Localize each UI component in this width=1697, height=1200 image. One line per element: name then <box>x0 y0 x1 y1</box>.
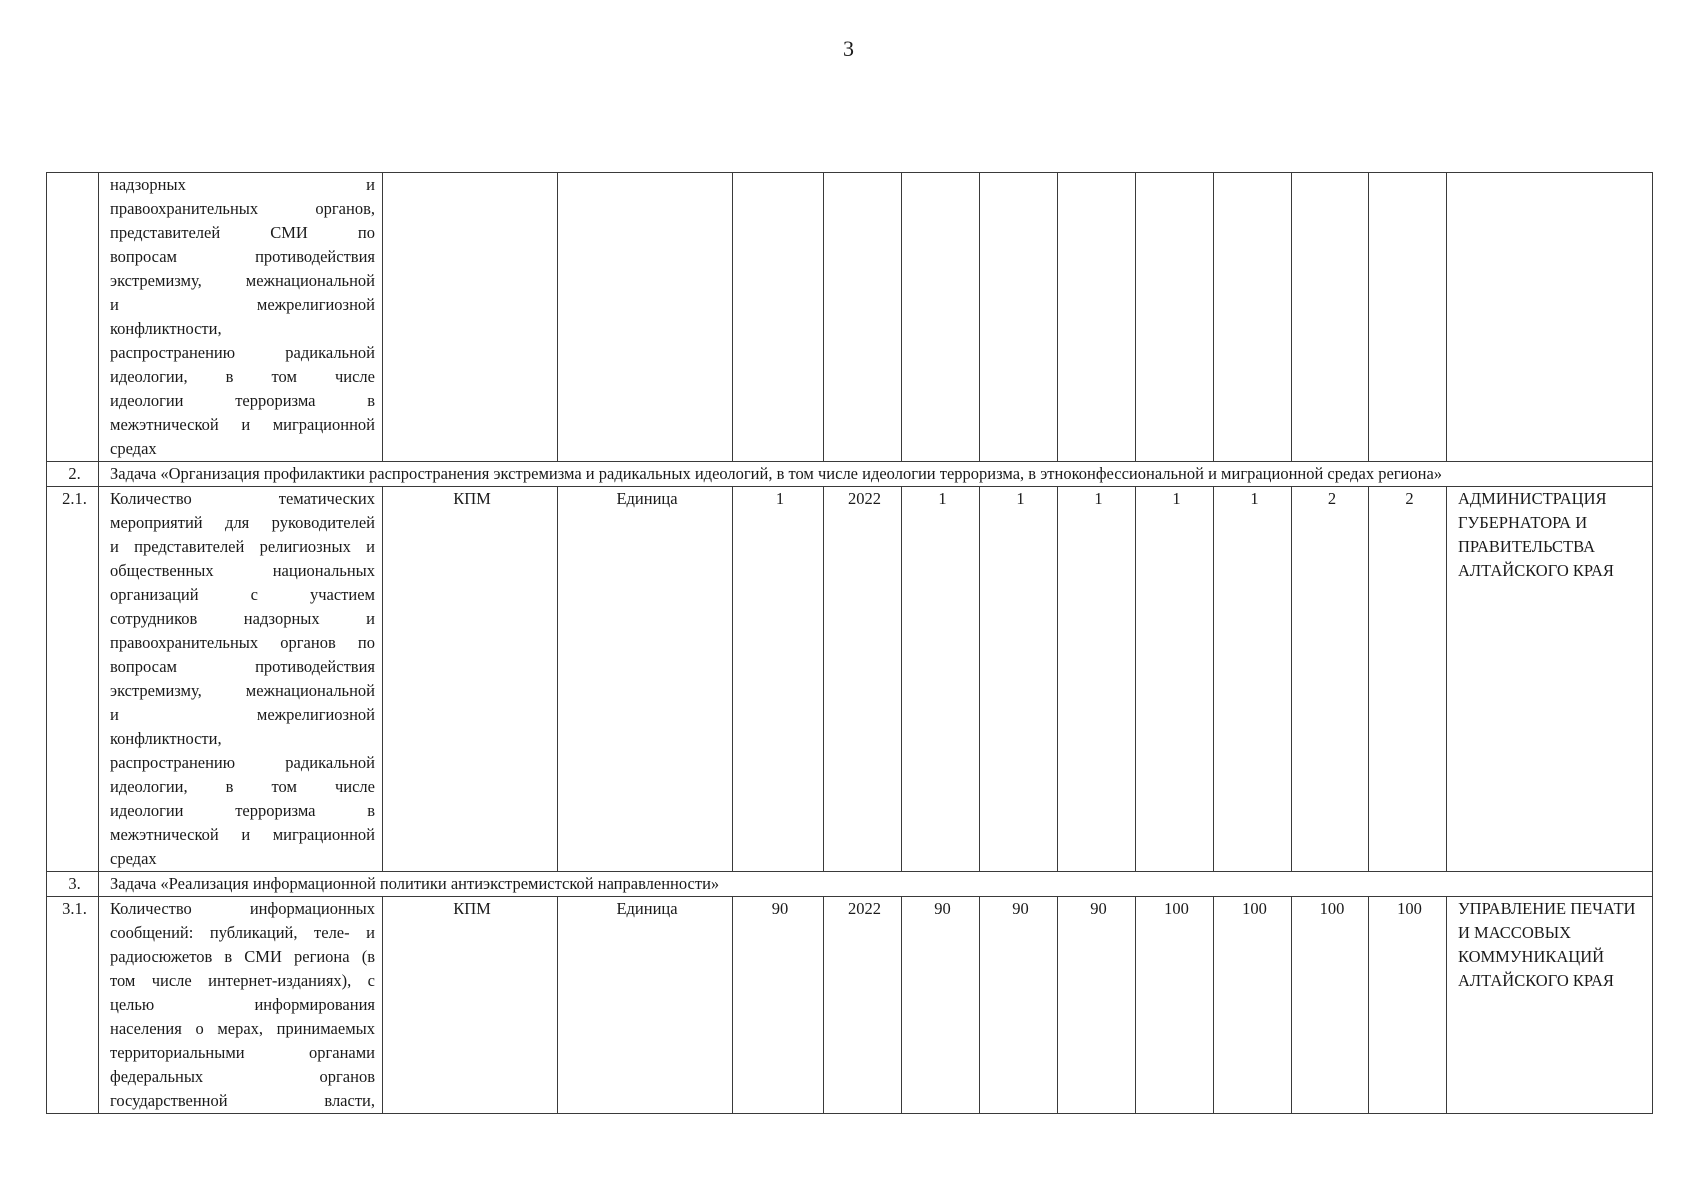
task-row <box>47 872 1653 897</box>
executor-cell: АДМИНИСТРАЦИЯ ГУБЕРНАТОРА И ПРАВИТЕЛЬСТВА АЛТАЙСКОГО КРАЯ <box>1447 487 1653 872</box>
indicator-name-line: и представителей религиозных и <box>110 537 375 556</box>
indicator-name-cell <box>99 173 383 462</box>
indicator-name-line: идеологии терроризма в <box>110 391 375 410</box>
indicator-name-line: мероприятий для руководителей <box>110 513 375 532</box>
table-row-continued <box>47 173 1653 462</box>
value-cell: 1 <box>1214 487 1292 872</box>
value-cell: 90 <box>902 897 980 1114</box>
value-cell: 90 <box>980 897 1058 1114</box>
indicator-name-line: средах <box>110 439 157 458</box>
table-row <box>47 487 1653 872</box>
task-number: 2. <box>47 462 99 487</box>
indicator-name-line: территориальными органами <box>110 1043 375 1062</box>
base-value-cell: 1 <box>733 487 824 872</box>
row-number-cell <box>47 173 99 462</box>
indicator-name-line: идеологии, в том числе <box>110 777 375 796</box>
indicator-name-line: общественных национальных <box>110 561 375 580</box>
indicator-name-line: конфликтности, <box>110 729 222 748</box>
base-year-cell: 2022 <box>824 897 902 1114</box>
value-cell: 100 <box>1292 897 1369 1114</box>
base-year-cell <box>824 173 902 462</box>
row-number-cell: 2.1. <box>47 487 99 872</box>
indicator-name-line: представителей СМИ по <box>110 223 375 242</box>
value-cell: 100 <box>1214 897 1292 1114</box>
indicator-name-line: целью информирования <box>110 995 375 1014</box>
value-cell <box>1369 173 1447 462</box>
table-row <box>47 897 1653 1114</box>
indicator-name-line: сотрудников надзорных и <box>110 609 375 628</box>
indicator-name-line: вопросам противодействия <box>110 657 375 676</box>
indicator-name-line: надзорных и <box>110 175 375 194</box>
base-value-cell: 90 <box>733 897 824 1114</box>
base-value-cell <box>733 173 824 462</box>
indicator-name-line: правоохранительных органов, <box>110 199 375 218</box>
indicator-name-cell <box>99 487 383 872</box>
indicator-name-line: Количество тематических <box>110 489 375 508</box>
page-number: 3 <box>843 36 854 61</box>
task-number: 3. <box>47 872 99 897</box>
indicator-name-line: населения о мерах, принимаемых <box>110 1019 375 1038</box>
indicator-name-line: Количество информационных <box>110 899 375 918</box>
indicator-name-line: распространению радикальной <box>110 343 375 362</box>
indicator-name-line: вопросам противодействия <box>110 247 375 266</box>
indicator-type-cell <box>383 173 558 462</box>
indicator-name-line: межэтнической и миграционной <box>110 415 375 434</box>
value-cell <box>1214 173 1292 462</box>
value-cell <box>1136 173 1214 462</box>
indicator-name-line: федеральных органов <box>110 1067 375 1086</box>
task-title: Задача «Реализация информационной политики антиэкстремистской направленности» <box>99 872 1653 897</box>
indicator-name-line: средах <box>110 849 157 868</box>
value-cell <box>980 173 1058 462</box>
value-cell: 1 <box>980 487 1058 872</box>
indicator-name-line: экстремизму, межнациональной <box>110 271 375 290</box>
indicator-name-line: организаций с участием <box>110 585 375 604</box>
indicator-name-line: и межрелигиозной <box>110 295 375 314</box>
base-year-cell: 2022 <box>824 487 902 872</box>
indicator-name-line: экстремизму, межнациональной <box>110 681 375 700</box>
indicator-name-line: сообщений: публикаций, теле- и <box>110 923 375 942</box>
value-cell: 1 <box>902 487 980 872</box>
indicator-name-line: правоохранительных органов по <box>110 633 375 652</box>
indicator-name-line: том числе интернет-изданиях), с <box>110 971 375 990</box>
indicator-type-cell: КПМ <box>383 487 558 872</box>
indicator-name-line: идеологии, в том числе <box>110 367 375 386</box>
indicator-name-line: и межрелигиозной <box>110 705 375 724</box>
value-cell: 2 <box>1292 487 1369 872</box>
value-cell <box>902 173 980 462</box>
value-cell: 90 <box>1058 897 1136 1114</box>
value-cell <box>1058 173 1136 462</box>
value-cell: 2 <box>1369 487 1447 872</box>
indicator-name-line: распространению радикальной <box>110 753 375 772</box>
indicator-name-line: радиосюжетов в СМИ региона (в <box>110 947 375 966</box>
value-cell: 1 <box>1136 487 1214 872</box>
indicator-name-line: конфликтности, <box>110 319 222 338</box>
task-title: Задача «Организация профилактики распространения экстремизма и радикальных идеологий, в том числе идеологии терроризма, в этноконфессиональной и миграционной средах региона» <box>99 462 1653 487</box>
indicator-type-cell: КПМ <box>383 897 558 1114</box>
unit-cell: Единица <box>558 487 733 872</box>
executor-cell: УПРАВЛЕНИЕ ПЕЧАТИ И МАССОВЫХ КОММУНИКАЦИЙ АЛТАЙСКОГО КРАЯ <box>1447 897 1653 1114</box>
indicator-name-line: идеологии терроризма в <box>110 801 375 820</box>
indicator-name-cell <box>99 897 383 1114</box>
indicators-table <box>46 172 1653 1114</box>
value-cell: 1 <box>1058 487 1136 872</box>
value-cell <box>1292 173 1369 462</box>
indicator-name-line: государственной власти, <box>110 1091 375 1110</box>
executor-cell <box>1447 173 1653 462</box>
row-number-cell: 3.1. <box>47 897 99 1114</box>
unit-cell: Единица <box>558 897 733 1114</box>
indicator-name-line: межэтнической и миграционной <box>110 825 375 844</box>
task-row <box>47 462 1653 487</box>
value-cell: 100 <box>1369 897 1447 1114</box>
unit-cell <box>558 173 733 462</box>
value-cell: 100 <box>1136 897 1214 1114</box>
